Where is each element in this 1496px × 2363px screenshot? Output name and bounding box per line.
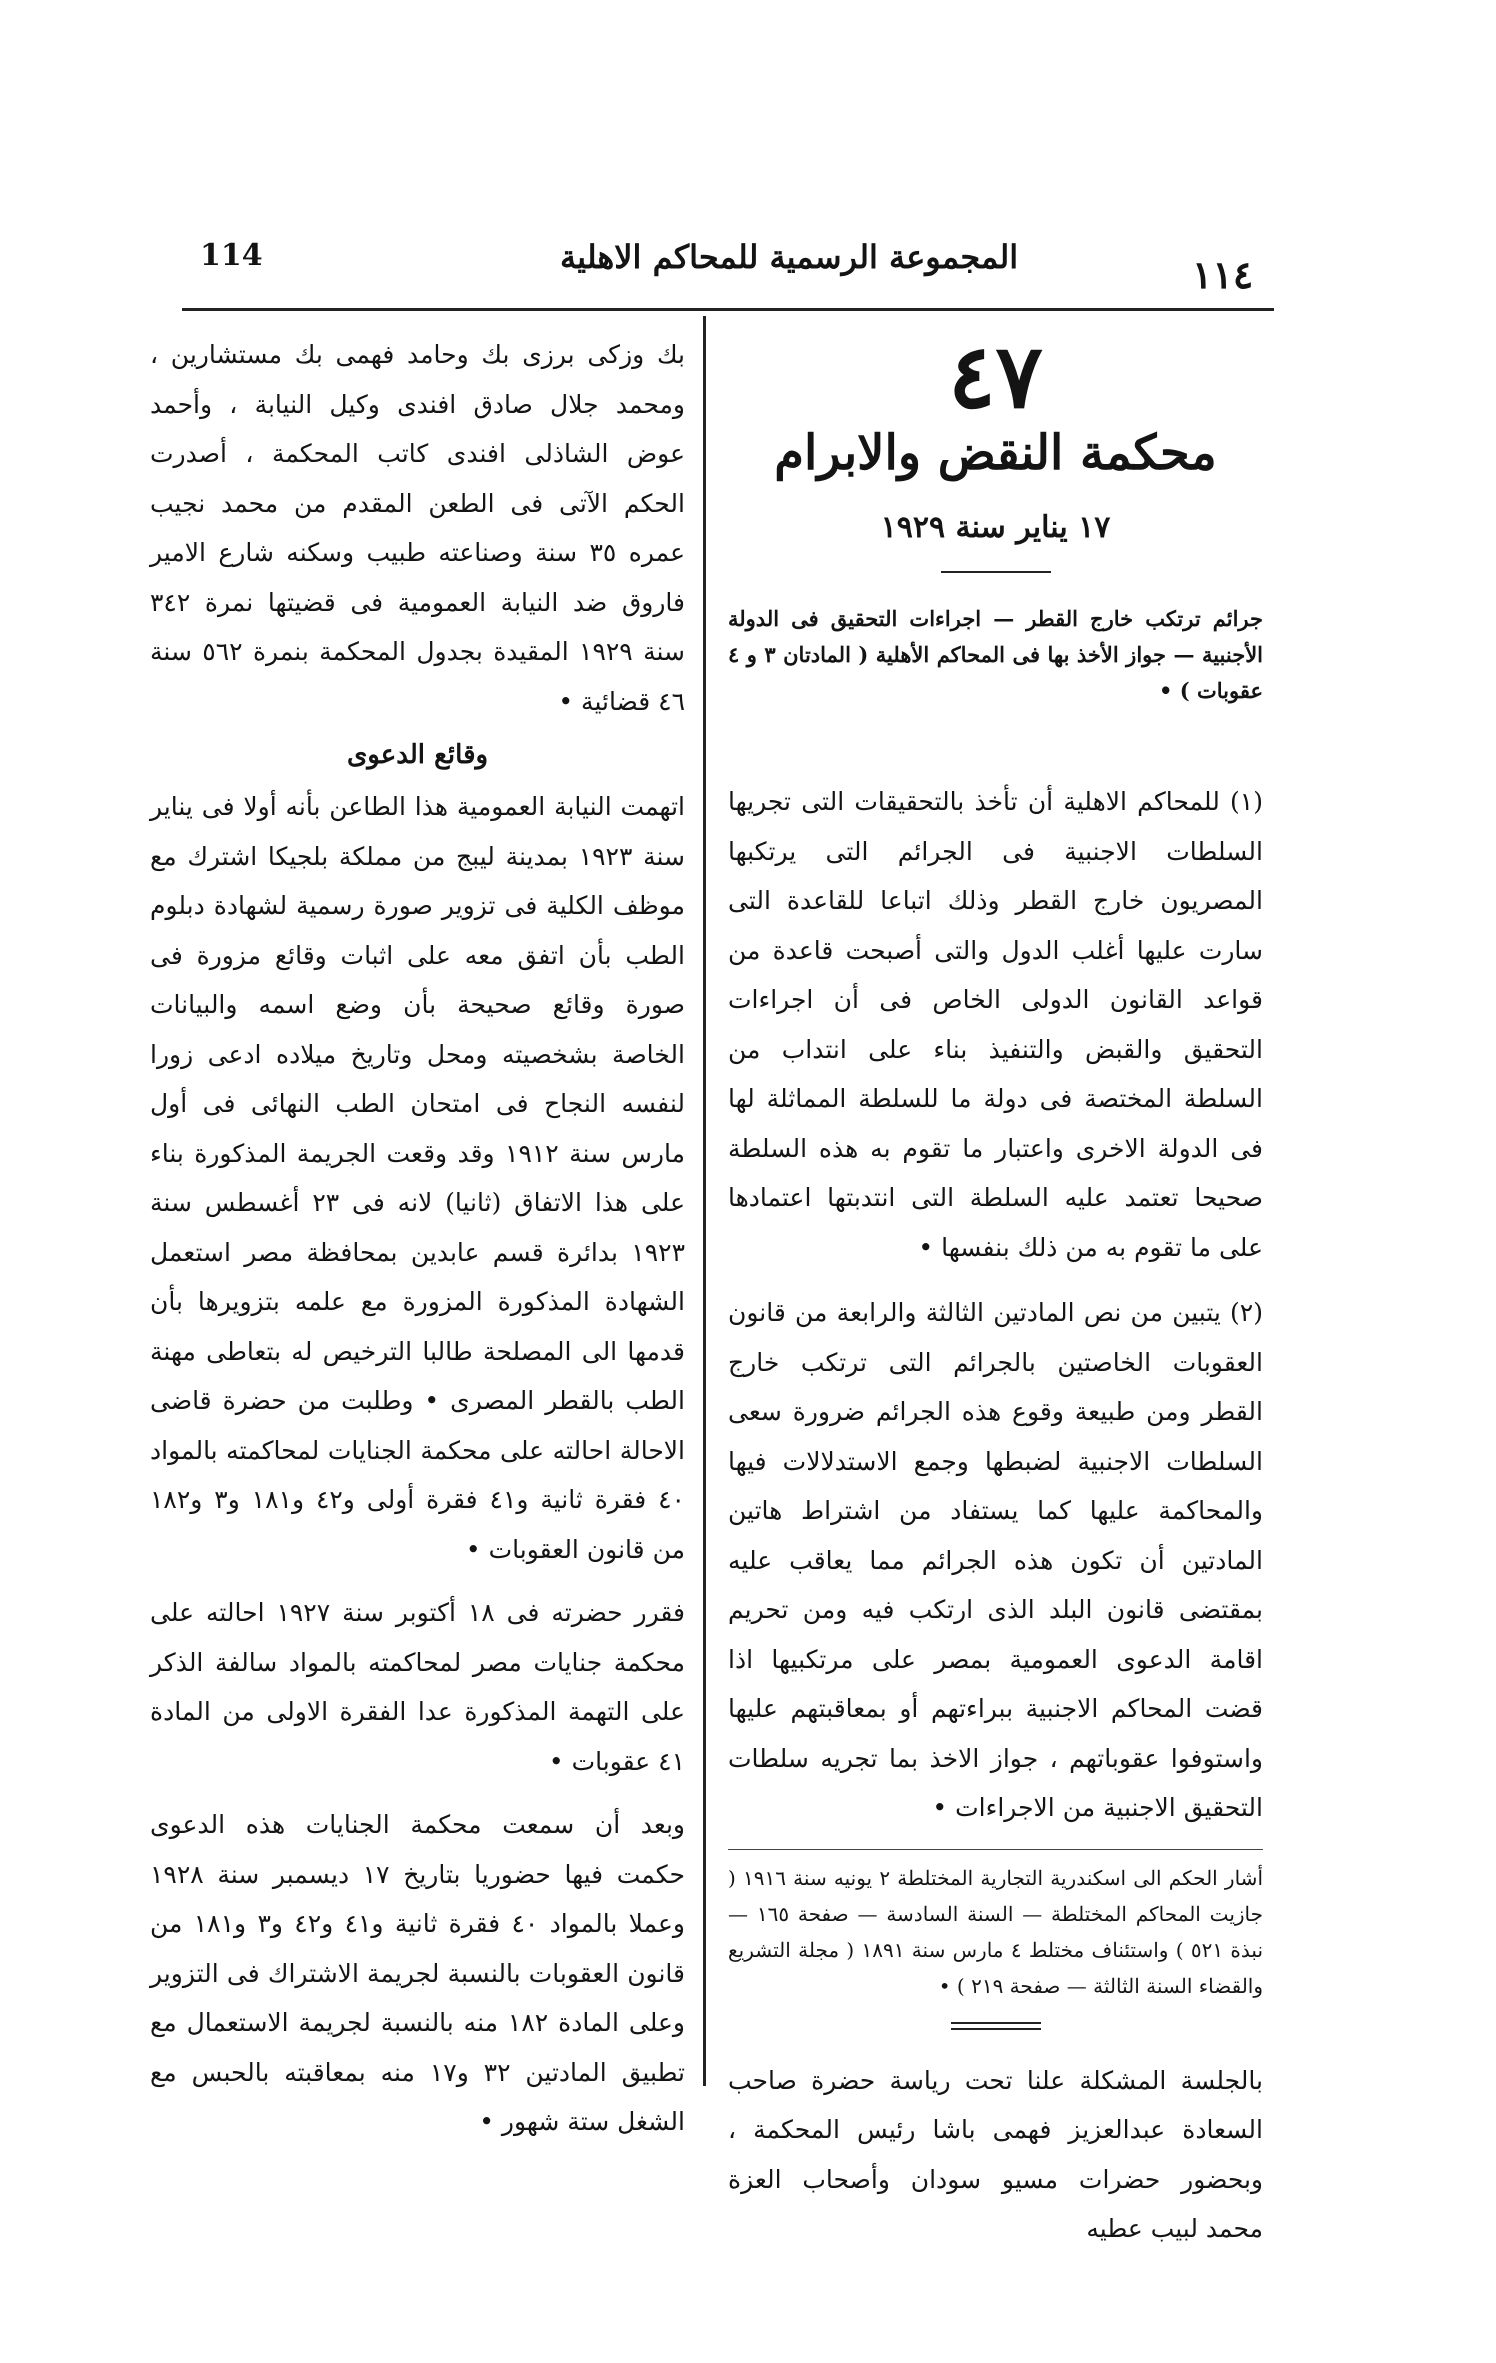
principle-1: (١) للمحاكم الاهلية أن تأخذ بالتحقيقات التى تجريها السلطات الاجنبية فى الجرائم التى يرتكبها المصريون خارج القطر وذلك اتباعا للقاعدة التى سارت عليها أغلب الدول والتى أصبحت قاعدة من قواعد القانون الدولى الخاص فى أن اجراءات التحقيق والقبض والتنفيذ بناء على انتداب من السلطة المختصة فى دولة ما للسلطة المماثلة لها فى الدولة الاخرى واعتبار ما تقوم به هذه السلطة صحيحا تعتمد عليه السلطة التى انتدبتها اعتمادها على ما تقوم به من ذلك بنفسها • <box>728 787 1263 1262</box>
section-double-rule <box>951 2022 1041 2030</box>
section-title: وقائع الدعوى <box>346 740 489 770</box>
column-divider <box>703 316 706 2086</box>
session-paragraph: بالجلسة المشكلة علنا تحت رياسة حضرة صاحب السعادة عبدالعزيز فهمى باشا رئيس المحكمة ، وبحضور حضرات مسيو سودان وأصحاب العزة محمد لبيب عطيه <box>728 2065 1263 2243</box>
facts-paragraph-3: وبعد أن سمعت محكمة الجنايات هذه الدعوى حكمت فيها حضوريا بتاريخ ١٧ ديسمبر سنة ١٩٢٨ وعملا بالمواد ٤٠ فقرة ثانية و٤١ و٤٢ و٣ و١٨١ من قانون العقوبات بالنسبة لجريمة الاشتراك فى التزوير وعلى المادة ١٨٢ منه بالنسبة لجريمة الاستعمال مع تطبيق المادتين ٣٢ و١٧ منه بمعاقبته بالحبس مع الشغل ستة شهور • <box>150 1810 686 2136</box>
case-summary: جرائم ترتكب خارج القطر — اجراءات التحقيق فى الدولة الأجنبية — جواز الأخذ بها فى المحاكم الأهلية ( المادتان ٣ و ٤ عقوبات ) • <box>728 606 1264 703</box>
running-title: المجموعة الرسمية للمحاكم الاهلية <box>560 238 1019 276</box>
page-number-latin: 114 <box>200 238 263 273</box>
right-column <box>728 324 1264 2268</box>
case-number: ٤٧ <box>948 324 1043 428</box>
footnote: أشار الحكم الى اسكندرية التجارية المختلطة ٢ يونيه سنة ١٩١٦ ( جازيت المحاكم المختلطة — السنة السادسة — صفحة ١٦٥ — نبذة ٥٢١ ) واستئناف مختلط ٤ مارس سنة ١٨٩١ ( مجلة التشريع والقضاء السنة الثالثة — صفحة ٢١٩ ) • <box>728 1865 1264 1998</box>
case-date: ١٧ يناير سنة ١٩٢٩ <box>880 510 1111 545</box>
intro-paragraph: بك وزكى برزى بك وحامد فهمى بك مستشارين ، ومحمد جلال صادق افندى وكيل النيابة ، وأحمد عوض الشاذلى افندى كاتب المحكمة ، أصدرت الحكم الآتى فى الطعن المقدم من محمد نجيب عمره ٣٥ سنة وصناعته طبيب وسكنه شارع الامير فاروق ضد النيابة العمومية فى قضيتها نمرة ٣٤٢ سنة ١٩٢٩ المقيدة بجدول المحكمة بنمرة ٥٦٢ سنة ٤٦ قضائية • <box>150 340 686 716</box>
court-name: محكمة النقض والابرام <box>774 425 1217 481</box>
page-number-arabic: ١١٤ <box>1192 252 1254 297</box>
footnote-rule <box>728 1849 1263 1850</box>
header-rule <box>182 308 1274 311</box>
left-column <box>150 330 685 2161</box>
principle-2: (٢) يتبين من نص المادتين الثالثة والرابعة من قانون العقوبات الخاصتين بالجرائم التى ترتكب خارج القطر ومن طبيعة وقوع هذه الجرائم ضرورة سعى السلطات الاجنبية لضبطها وجمع الاستدلالات فيها والمحاكمة عليها كما يستفاد من اشتراط هاتين المادتين أن تكون هذه الجرائم مما يعاقب عليه بمقتضى قانون البلد الذى ارتكب فيه ومن تحريم اقامة الدعوى العمومية بمصر على مرتكبيها اذا قضت المحاكم الاجنبية ببراءتهم أو بمعاقبتهم عليها واستوفوا عقوباتهم ، جواز الاخذ بما تجريه سلطات التحقيق الاجنبية من الاجراءات • <box>728 1298 1263 1822</box>
date-rule <box>941 571 1051 573</box>
facts-paragraph-2: فقرر حضرته فى ١٨ أكتوبر سنة ١٩٢٧ احالته على محكمة جنايات مصر لمحاكمته بالمواد سالفة الذكر على التهمة المذكورة عدا الفقرة الاولى من المادة ٤١ عقوبات • <box>150 1598 685 1776</box>
facts-paragraph-1: اتهمت النيابة العمومية هذا الطاعن بأنه أولا فى يناير سنة ١٩٢٣ بمدينة ليبج من مملكة بلجيكا اشترك مع موظف الكلية فى تزوير صورة رسمية لشهادة دبلوم الطب بأن اتفق معه على اثبات وقائع مزورة فى صورة وقائع صحيحة بأن وضع اسمه والبيانات الخاصة بشخصيته ومحل وتاريخ ميلاده ادعى زورا لنفسه النجاح فى امتحان الطب النهائى فى أول مارس سنة ١٩١٢ وقد وقعت الجريمة المذكورة بناء على هذا الاتفاق (ثانيا) لانه فى ٢٣ أغسطس سنة ١٩٢٣ بدائرة قسم عابدين بمحافظة مصر استعمل الشهادة المذكورة المزورة مع علمه بتزويرها بأن قدمها الى المصلحة طالبا الترخيص له بتعاطى مهنة الطب بالقطر المصرى • وطلبت من حضرة قاضى الاحالة احالته على محكمة الجنايات لمحاكمته بالمواد ٤٠ فقرة ثانية و٤١ فقرة أولى و٤٢ و١٨١ و٣ و١٨٢ من قانون العقوبات • <box>150 792 685 1564</box>
